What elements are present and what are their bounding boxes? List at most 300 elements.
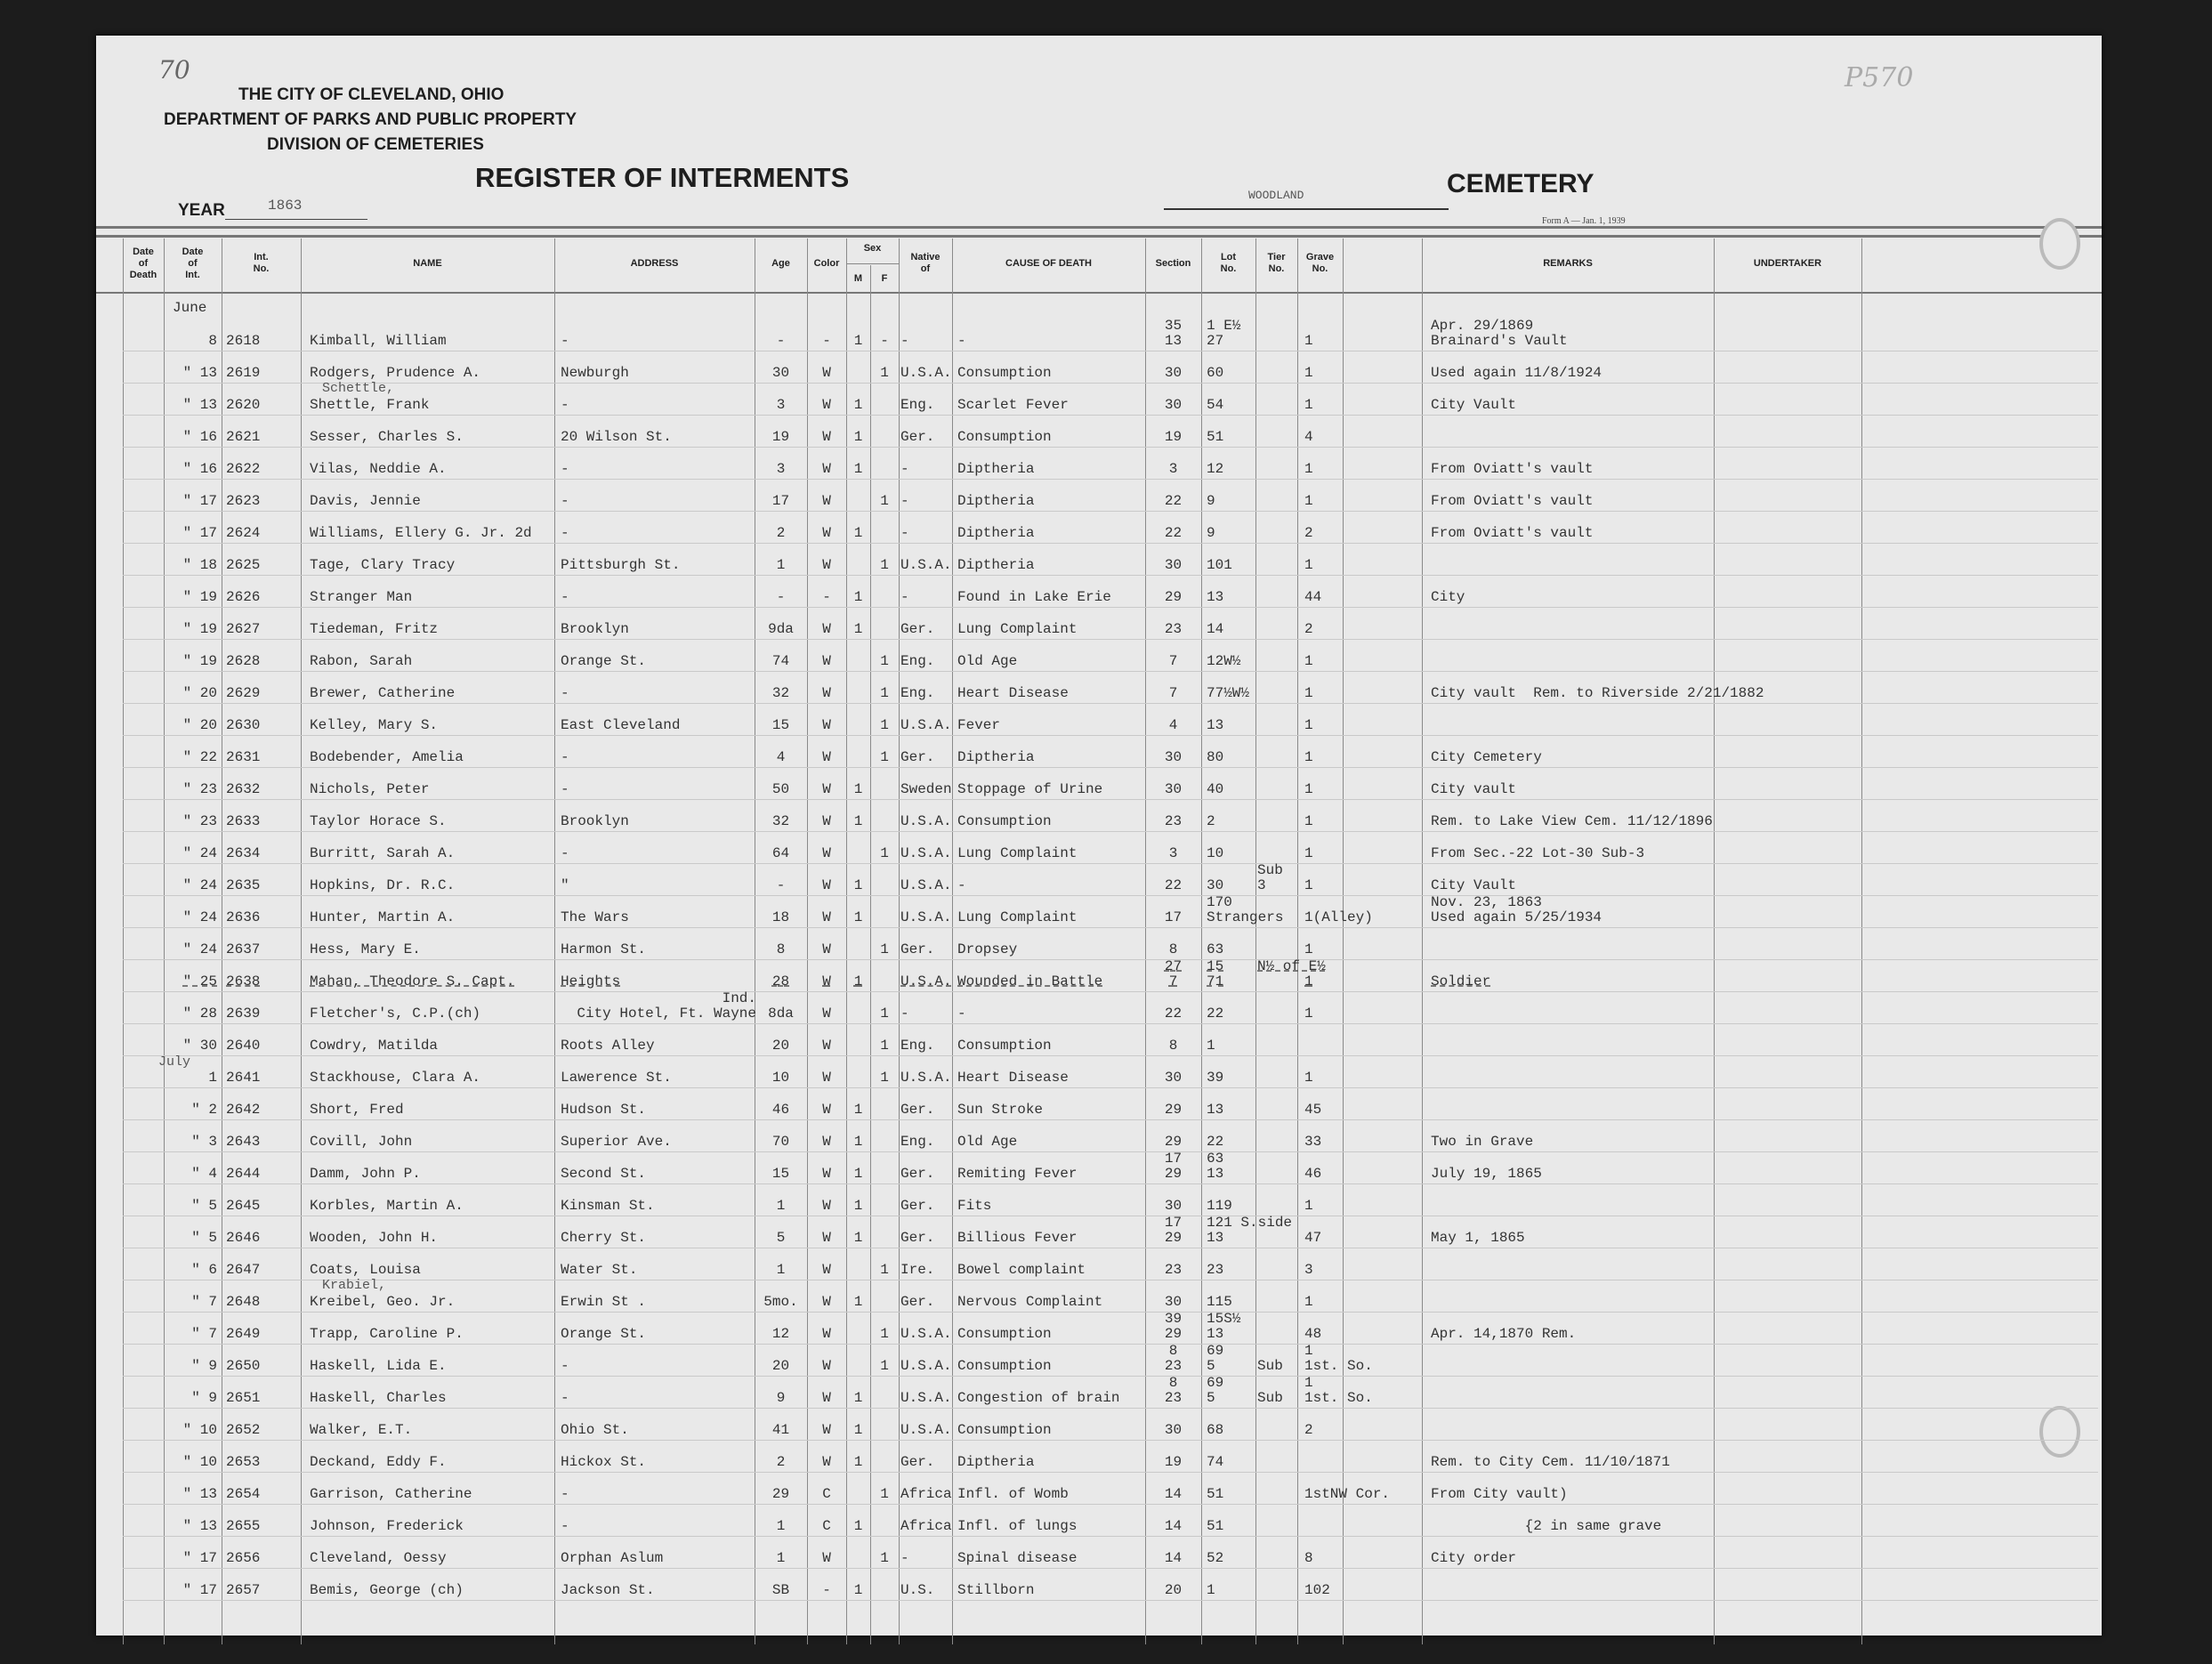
col-native: Native of [910,252,941,274]
cell-color: W [822,877,831,893]
cell-address: - [561,1518,569,1534]
cell-native: Sweden [900,781,952,797]
cell-m: 1 [853,1518,863,1534]
cell-int: 2622 [226,461,261,477]
cell-tier: Sub [1257,1390,1283,1406]
cell-address: Harmon St. [561,941,647,957]
cell-color: W [822,557,831,573]
cell-f: 1 [880,685,889,701]
cell-int: 2641 [226,1070,261,1086]
cell-name: Stackhouse, Clara A. [310,1070,481,1086]
cell-lot: 121 S.side 13 [1207,1215,1293,1246]
cell-m: 1 [853,877,863,893]
cell-lot: 80 [1207,749,1224,765]
cell-f: 1 [880,557,889,573]
cell-date: " 19 [182,589,217,605]
cell-age: 32 [771,685,790,701]
cell-f: 1 [880,653,889,669]
cell-cause: Stillborn [957,1582,1035,1598]
cell-native: U.S.A. [900,1390,952,1406]
table-row [96,1055,2102,1087]
cell-address: - [561,781,569,797]
col-sex-f: F [881,272,888,284]
cell-f: - [880,333,889,349]
col-lot-no: Lot No. [1220,252,1237,274]
page-number: 70 [158,55,190,85]
cell-section: 23 [1164,813,1183,829]
cell-address: Superior Ave. [561,1134,672,1150]
cell-remarks: City vault [1431,781,1517,797]
cell-age: 17 [771,493,790,509]
cell-grave: 1 [1304,493,1313,509]
cell-address: - [561,333,569,349]
cell-cause: Diptheria [957,525,1035,541]
cell-cause: Consumption [957,429,1052,445]
cell-address: Jackson St. [561,1582,655,1598]
cell-age: 10 [771,1070,790,1086]
cell-int: 2634 [226,845,261,861]
cell-lot: 39 [1207,1070,1224,1086]
cell-name: Nichols, Peter [310,781,430,797]
cell-name: Kelley, Mary S. [310,717,439,733]
cell-name: Stranger Man [310,589,413,605]
cell-grave: 1 [1304,1294,1313,1310]
cell-int: 2623 [226,493,261,509]
cell-int: 2638 [226,973,261,990]
table-row [96,927,2102,959]
cell-address: - [561,589,569,605]
cell-name: Davis, Jennie [310,493,421,509]
cell-cause: Found in Lake Erie [957,589,1111,605]
cell-cause: Consumption [957,1038,1052,1054]
col-undertaker: UNDERTAKER [1753,257,1822,269]
cell-address: Erwin St . [561,1294,647,1310]
cell-grave: 1 [1304,397,1313,413]
cell-section: 7 [1168,653,1178,669]
cell-f: 1 [880,749,889,765]
cell-int: 2630 [226,717,261,733]
cell-int: 2644 [226,1166,261,1182]
cell-grave: 1 [1304,941,1313,957]
cell-int: 2624 [226,525,261,541]
table-row [96,639,2102,671]
cell-age: 1 [776,557,786,573]
cell-grave: 44 [1304,589,1322,605]
cell-grave: 1 [1304,685,1313,701]
table-row [96,1119,2102,1151]
cell-lot: 69 5 [1207,1375,1224,1406]
cell-int: 2629 [226,685,261,701]
column-header-rule [96,292,2102,294]
table-row [96,543,2102,575]
cell-name: Walker, E.T. [310,1422,413,1438]
cell-section: 8 23 [1164,1375,1183,1406]
cell-int: 2633 [226,813,261,829]
cell-color: W [822,1358,831,1374]
cell-name: Williams, Ellery G. Jr. 2d [310,525,532,541]
cell-native: U.S.A. [900,877,952,893]
cell-date: " 2 [191,1102,217,1118]
cell-address: Ind. City Hotel, Ft. Wayne [577,990,756,1022]
table-row [96,831,2102,863]
cell-cause: Consumption [957,1422,1052,1438]
table-row [96,447,2102,479]
cell-lot: 115 [1207,1294,1232,1310]
col-section: Section [1155,257,1191,269]
cell-section: 30 [1164,1070,1183,1086]
cell-section: 19 [1164,429,1183,445]
cell-date: " 7 [191,1326,217,1342]
cell-cause: Billious Fever [957,1230,1078,1246]
cell-lot: 15 71 [1207,958,1224,990]
cell-color: W [822,1134,831,1150]
cell-lot: 13 [1207,589,1224,605]
cell-address: Hudson St. [561,1102,647,1118]
cell-date: 1 [208,1070,217,1086]
cell-native: Ire. [900,1262,935,1278]
cell-int: 2640 [226,1038,261,1054]
name-note: Krabiel, [322,1278,387,1293]
cell-native: U.S.A. [900,845,952,861]
cell-int: 2653 [226,1454,261,1470]
cell-f: 1 [880,365,889,381]
cell-date: " 9 [191,1390,217,1406]
cell-date: " 17 [182,525,217,541]
cell-lot: 22 [1207,1006,1224,1022]
table-row [96,895,2102,927]
cell-cause: Old Age [957,1134,1018,1150]
cell-age: 32 [771,813,790,829]
cell-section: 29 [1164,1102,1183,1118]
cell-age: 5mo. [763,1294,798,1310]
cell-section: 8 23 [1164,1343,1183,1374]
cell-grave: 1(Alley) [1304,909,1373,925]
table-row [96,1248,2102,1293]
cell-m: 1 [853,781,863,797]
cell-color: W [822,525,831,541]
cell-native: U.S.A. [900,1422,952,1438]
cell-date: " 3 [191,1134,217,1150]
cell-f: 1 [880,1550,889,1566]
cell-color: W [822,1262,831,1278]
cell-address: Orange St. [561,653,647,669]
cell-remarks: July 19, 1865 [1431,1166,1542,1182]
cell-f: 1 [880,1262,889,1278]
cell-cause: Scarlet Fever [957,397,1069,413]
cell-int: 2642 [226,1102,261,1118]
cell-m: 1 [853,1454,863,1470]
cell-age: 70 [771,1134,790,1150]
cell-remarks: City order [1431,1550,1517,1566]
table-row [96,863,2102,895]
cell-int: 2654 [226,1486,261,1502]
cell-section: 17 [1164,909,1183,925]
cell-f: 1 [880,1326,889,1342]
cell-address: - [561,845,569,861]
cell-remarks: City [1431,589,1465,605]
cell-native: U.S.A. [900,813,952,829]
cell-address: - [561,525,569,541]
cell-date: " 24 [182,845,217,861]
cell-cause: Nervous Complaint [957,1294,1103,1310]
cell-remarks: Apr. 29/1869 Brainard's Vault [1431,318,1568,349]
cell-lot: 60 [1207,365,1224,381]
cell-color: W [822,813,831,829]
cell-cause: - [957,1006,966,1022]
col-address: ADDRESS [630,257,679,269]
cell-color: W [822,1230,831,1246]
cell-cause: Fever [957,717,1001,733]
cell-lot: 119 [1207,1198,1232,1214]
cell-int: 2656 [226,1550,261,1566]
cell-int: 2649 [226,1326,261,1342]
cell-date: " 4 [191,1166,217,1182]
cell-cause: Infl. of Womb [957,1486,1069,1502]
cell-address: - [561,1486,569,1502]
cell-cause: Wounded in Battle [957,973,1103,990]
cell-int: 2643 [226,1134,261,1150]
cell-address: " [561,877,569,893]
cell-lot: 52 [1207,1550,1224,1566]
cell-name: Kreibel, Geo. Jr. [310,1294,456,1310]
cell-color: W [822,1102,831,1118]
cell-grave: 3 [1304,1262,1313,1278]
cell-cause: Consumption [957,813,1052,829]
cell-color: W [822,1070,831,1086]
cell-name: Sesser, Charles S. [310,429,464,445]
cell-age: 3 [776,397,786,413]
cell-native: - [900,1006,909,1022]
table-row [96,1504,2102,1536]
cell-section: 29 [1164,589,1183,605]
cell-color: W [822,1038,831,1054]
cell-int: 2627 [226,621,261,637]
col-sex: Sex [846,233,899,264]
cell-native: Eng. [900,1038,935,1054]
cell-m: 1 [853,429,863,445]
cell-date: " 5 [191,1230,217,1246]
table-row [96,1440,2102,1472]
cell-age: 74 [771,653,790,669]
cell-address: - [561,1358,569,1374]
cell-name: Bemis, George (ch) [310,1582,464,1598]
cell-remarks: City vault Rem. to Riverside 2/21/1882 [1431,685,1764,701]
header-rule-top [96,226,2102,229]
cell-remarks: City Vault [1431,397,1517,413]
cell-native: Ger. [900,1230,935,1246]
cell-remarks: Two in Grave [1431,1134,1534,1150]
cell-native: U.S.A. [900,1070,952,1086]
cell-address: - [561,749,569,765]
cell-section: 14 [1164,1518,1183,1534]
cell-name: Shettle, Frank [310,397,430,413]
cell-m: 1 [853,909,863,925]
cell-date: " 13 [182,1486,217,1502]
cell-cause: Diptheria [957,1454,1035,1470]
cell-lot: 101 [1207,557,1232,573]
cell-age: 15 [771,717,790,733]
cell-name: Coats, Louisa [310,1262,421,1278]
cell-m: 1 [853,1422,863,1438]
table-row [96,1023,2102,1055]
cell-cause: Consumption [957,1358,1052,1374]
cell-section: 17 29 [1164,1215,1183,1246]
cell-remarks: Soldier [1431,973,1491,990]
cell-name: Wooden, John H. [310,1230,439,1246]
cell-m: 1 [853,461,863,477]
table-row [96,607,2102,639]
cell-name: Fletcher's, C.P.(ch) [310,1006,481,1022]
cell-address: Newburgh [561,365,629,381]
cell-color: W [822,941,831,957]
cell-color: W [822,1422,831,1438]
cell-grave: 46 [1304,1166,1322,1182]
cell-grave: 1 [1304,557,1313,573]
cell-lot: 10 [1207,845,1224,861]
cell-f: 1 [880,1358,889,1374]
cell-color: - [822,1582,831,1598]
cell-f: 1 [880,493,889,509]
table-row [96,575,2102,607]
cell-grave: 2 [1304,1422,1313,1438]
cell-section: 29 [1164,1134,1183,1150]
cell-lot: 63 13 [1207,1151,1224,1182]
cell-int: 2657 [226,1582,261,1598]
cell-age: 30 [771,365,790,381]
cell-name: Bodebender, Amelia [310,749,464,765]
cell-grave: 45 [1304,1102,1322,1118]
cell-date: " 18 [182,557,217,573]
cell-native: - [900,589,909,605]
cell-color: W [822,1006,831,1022]
cell-color: W [822,845,831,861]
cell-date: " 5 [191,1198,217,1214]
cell-age: 20 [771,1038,790,1054]
year-value: 1863 [268,198,303,214]
cell-grave: 1 1st. So. [1304,1375,1373,1406]
cell-lot: 63 [1207,941,1224,957]
cell-lot: 1 [1207,1582,1215,1598]
cell-address: The Wars [561,909,629,925]
cell-grave: 1 1st. So. [1304,1343,1373,1374]
cell-section: 3 [1168,845,1178,861]
cell-cause: - [957,877,966,893]
cell-lot: 30 [1207,877,1224,893]
cell-m: 1 [853,1166,863,1182]
cell-grave: 1 [1304,1070,1313,1086]
cell-name: Hopkins, Dr. R.C. [310,877,456,893]
cell-grave: 47 [1304,1230,1322,1246]
cell-m: 1 [853,1102,863,1118]
cell-lot: 69 5 [1207,1343,1224,1374]
cell-age: 12 [771,1326,790,1342]
cell-date: " 22 [182,749,217,765]
table-row [96,511,2102,543]
cell-cause: Bowel complaint [957,1262,1086,1278]
cell-remarks: City Vault [1431,877,1517,893]
table-row [96,959,2102,991]
cell-name: Damm, John P. [310,1166,421,1182]
cell-cause: Consumption [957,365,1052,381]
cell-remarks: From Oviatt's vault [1431,493,1594,509]
cell-int: 2651 [226,1390,261,1406]
cell-date: " 17 [182,493,217,509]
cell-date: " 24 [182,941,217,957]
cell-address: Pittsburgh St. [561,557,681,573]
cell-grave: 1 [1304,365,1313,381]
cell-grave: 1 [1304,973,1313,990]
cell-age: 64 [771,845,790,861]
cell-cause: Consumption [957,1326,1052,1342]
year-label: YEAR [178,201,225,220]
cell-name: Mahan, Theodore S. Capt. [310,973,515,990]
table-row [96,383,2102,415]
cell-address: Roots Alley [561,1038,655,1054]
col-date-of-death: Date of Death [129,246,157,280]
cell-native: U.S.A. [900,365,952,381]
cell-address: Heights [561,973,621,990]
cell-address: - [561,461,569,477]
cell-date: " 17 [182,1582,217,1598]
cell-date: " 24 [182,877,217,893]
cell-cause: Diptheria [957,749,1035,765]
cell-age: 5 [776,1230,786,1246]
cell-date: " 16 [182,461,217,477]
cell-native: Eng. [900,397,935,413]
table-row [96,767,2102,799]
cell-color: W [822,1550,831,1566]
cell-name: Cowdry, Matilda [310,1038,439,1054]
cell-age: - [776,589,786,605]
cell-date: " 24 [182,909,217,925]
table-row [96,671,2102,703]
cell-name: Short, Fred [310,1102,404,1118]
cell-color: W [822,781,831,797]
cell-address: - [561,685,569,701]
cell-date: " 16 [182,429,217,445]
cell-cause: Old Age [957,653,1018,669]
cell-int: 2620 [226,397,261,413]
cell-int: 2650 [226,1358,261,1374]
cell-date: 8 [208,333,217,349]
cell-color: W [822,717,831,733]
cell-grave: 33 [1304,1134,1322,1150]
cell-address: Brooklyn [561,813,629,829]
cell-name: Taylor Horace S. [310,813,447,829]
month-label-june: June [173,300,207,316]
cell-date: " 10 [182,1454,217,1470]
cell-section: 22 [1164,1006,1183,1022]
cell-native: Ger. [900,429,935,445]
cell-name: Hunter, Martin A. [310,909,456,925]
cell-lot: 22 [1207,1134,1224,1150]
cell-cause: Fits [957,1198,992,1214]
cell-cause: Lung Complaint [957,621,1078,637]
cell-color: W [822,365,831,381]
col-date-of-int: Date of Int. [182,246,204,280]
cell-address: - [561,397,569,413]
cell-native: - [900,333,909,349]
cell-remarks: Nov. 23, 1863 Used again 5/25/1934 [1431,894,1602,925]
cell-remarks: From City vault) [1431,1486,1568,1502]
row-rule [123,1600,2098,1601]
cell-section: 4 [1168,717,1178,733]
col-color: Color [813,257,840,269]
cell-native: U.S.A. [900,1326,952,1342]
cell-cause: Diptheria [957,557,1035,573]
cell-address: Kinsman St. [561,1198,655,1214]
cell-m: 1 [853,397,863,413]
